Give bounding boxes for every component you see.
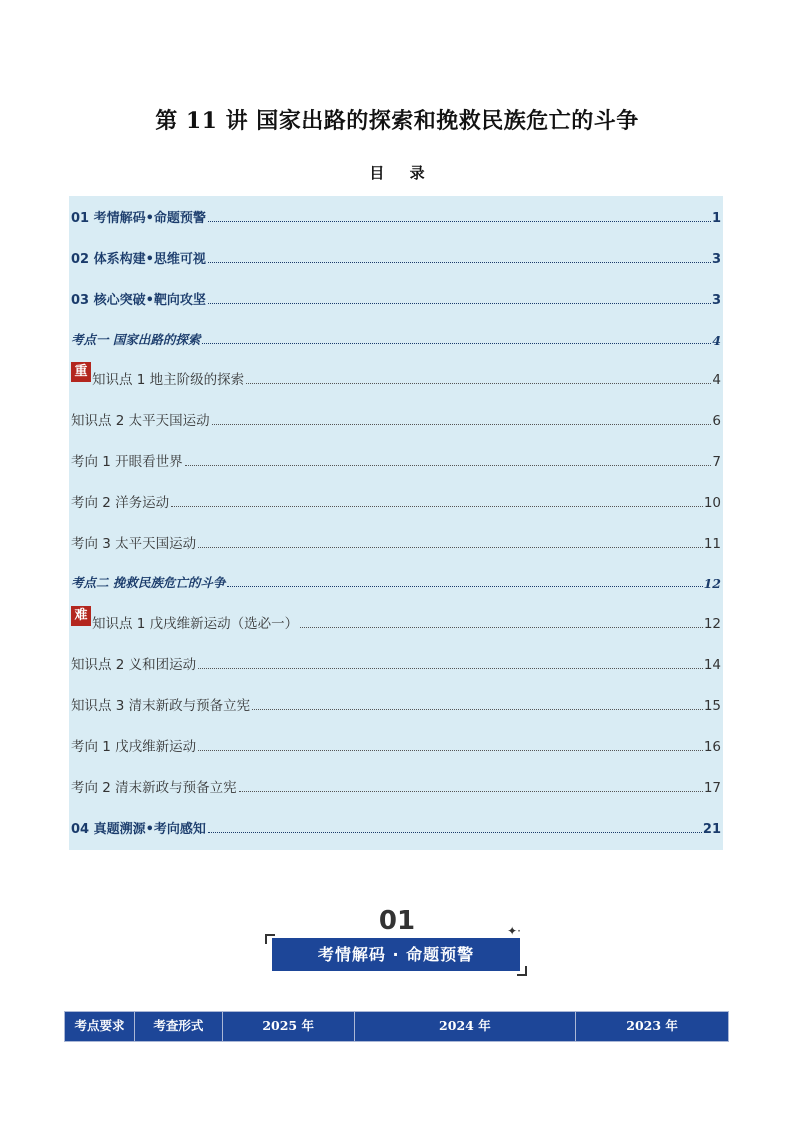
toc-item[interactable] bbox=[69, 774, 723, 796]
toc-item-label: 考向 2 洋务运动 bbox=[71, 495, 170, 511]
table-of-contents bbox=[69, 196, 723, 850]
toc-item[interactable] bbox=[69, 692, 723, 714]
table-header-row bbox=[65, 1012, 729, 1042]
section-banner-label: 考情解码 · 命题预警 bbox=[272, 938, 520, 971]
dot-leader bbox=[202, 343, 711, 344]
toc-item[interactable] bbox=[69, 489, 723, 511]
badge-icon: 重 bbox=[71, 362, 91, 382]
toc-item[interactable] bbox=[69, 245, 723, 267]
toc-item-page: 1 bbox=[711, 211, 721, 226]
dot-leader bbox=[208, 303, 711, 304]
section-number: 01 bbox=[378, 906, 416, 936]
dot-leader bbox=[227, 586, 702, 587]
toc-item[interactable] bbox=[69, 448, 723, 470]
toc-item-label: 03 核心突破•靶向攻坚 bbox=[71, 293, 206, 308]
toc-item-label: 考向 2 清末新政与预备立宪 bbox=[71, 780, 237, 796]
toc-item-label: 考点二 挽救民族危亡的斗争 bbox=[71, 575, 226, 590]
toc-item-label: 考点一 国家出路的探索 bbox=[71, 332, 201, 347]
toc-item-page: 4 bbox=[712, 372, 721, 388]
toc-item-label: 知识点 2 义和团运动 bbox=[71, 657, 197, 673]
toc-item-page: 12 bbox=[703, 616, 721, 632]
toc-item-label: 01 考情解码•命题预警 bbox=[71, 211, 206, 226]
toc-item-label: 考向 1 开眼看世界 bbox=[71, 454, 183, 470]
toc-item-page: 21 bbox=[702, 822, 721, 837]
dot-leader bbox=[198, 750, 703, 751]
dot-leader bbox=[212, 424, 712, 425]
toc-item-label: 知识点 1 戊戌维新运动（选必一） bbox=[92, 616, 299, 632]
toc-item-page: 7 bbox=[712, 454, 721, 470]
dot-leader bbox=[300, 627, 703, 628]
dot-leader bbox=[208, 832, 702, 833]
toc-item-label: 知识点 1 地主阶级的探索 bbox=[92, 372, 245, 388]
table-header-cell: 考点要求 bbox=[65, 1012, 135, 1042]
dot-leader bbox=[198, 547, 703, 548]
toc-item[interactable] bbox=[69, 815, 723, 837]
section-banner bbox=[265, 924, 527, 978]
dot-leader bbox=[252, 709, 703, 710]
exam-table bbox=[64, 1011, 729, 1042]
toc-item[interactable] bbox=[69, 286, 723, 308]
toc-item[interactable] bbox=[69, 610, 723, 632]
dot-leader bbox=[239, 791, 703, 792]
toc-item-page: 3 bbox=[711, 252, 721, 267]
dot-leader bbox=[208, 221, 711, 222]
dot-leader bbox=[171, 506, 703, 507]
page-title: 第 11 讲 国家出路的探索和挽救民族危亡的斗争 bbox=[155, 108, 639, 134]
toc-item[interactable] bbox=[69, 651, 723, 673]
table-header-cell: 2023 年 bbox=[576, 1012, 729, 1042]
toc-item-page: 14 bbox=[703, 657, 721, 673]
toc-item-page: 11 bbox=[703, 536, 721, 552]
toc-item-label: 02 体系构建•思维可视 bbox=[71, 252, 206, 267]
toc-item[interactable] bbox=[69, 569, 723, 591]
toc-item-label: 考向 3 太平天国运动 bbox=[71, 536, 197, 552]
sparkle-icon: ✦· bbox=[507, 924, 521, 938]
toc-item[interactable] bbox=[69, 407, 723, 429]
dot-leader bbox=[185, 465, 712, 466]
bracket-decoration bbox=[517, 966, 527, 976]
toc-item-page: 15 bbox=[703, 698, 721, 714]
dot-leader bbox=[246, 383, 711, 384]
toc-item-page: 10 bbox=[703, 495, 721, 511]
toc-heading: 目 录 bbox=[369, 164, 435, 182]
toc-item-label: 知识点 2 太平天国运动 bbox=[71, 413, 210, 429]
toc-item-page: 17 bbox=[703, 780, 721, 796]
toc-item[interactable] bbox=[69, 366, 723, 388]
toc-item-label: 04 真题溯源•考向感知 bbox=[71, 822, 206, 837]
badge-icon: 难 bbox=[71, 606, 91, 626]
toc-item-page: 3 bbox=[711, 293, 721, 308]
table-header-cell: 2025 年 bbox=[222, 1012, 354, 1042]
toc-item-label: 考向 1 戊戌维新运动 bbox=[71, 739, 197, 755]
dot-leader bbox=[198, 668, 703, 669]
toc-item-page: 4 bbox=[712, 333, 721, 348]
toc-item[interactable] bbox=[69, 530, 723, 552]
toc-item-label: 知识点 3 清末新政与预备立宪 bbox=[71, 698, 251, 714]
dot-leader bbox=[208, 262, 711, 263]
table-header-cell: 考查形式 bbox=[134, 1012, 222, 1042]
toc-item[interactable] bbox=[69, 733, 723, 755]
table-header-cell: 2024 年 bbox=[354, 1012, 576, 1042]
toc-item[interactable] bbox=[69, 204, 723, 226]
toc-item-page: 12 bbox=[703, 576, 721, 591]
toc-item-page: 16 bbox=[703, 739, 721, 755]
toc-item-page: 6 bbox=[712, 413, 721, 429]
toc-item[interactable] bbox=[69, 326, 723, 348]
